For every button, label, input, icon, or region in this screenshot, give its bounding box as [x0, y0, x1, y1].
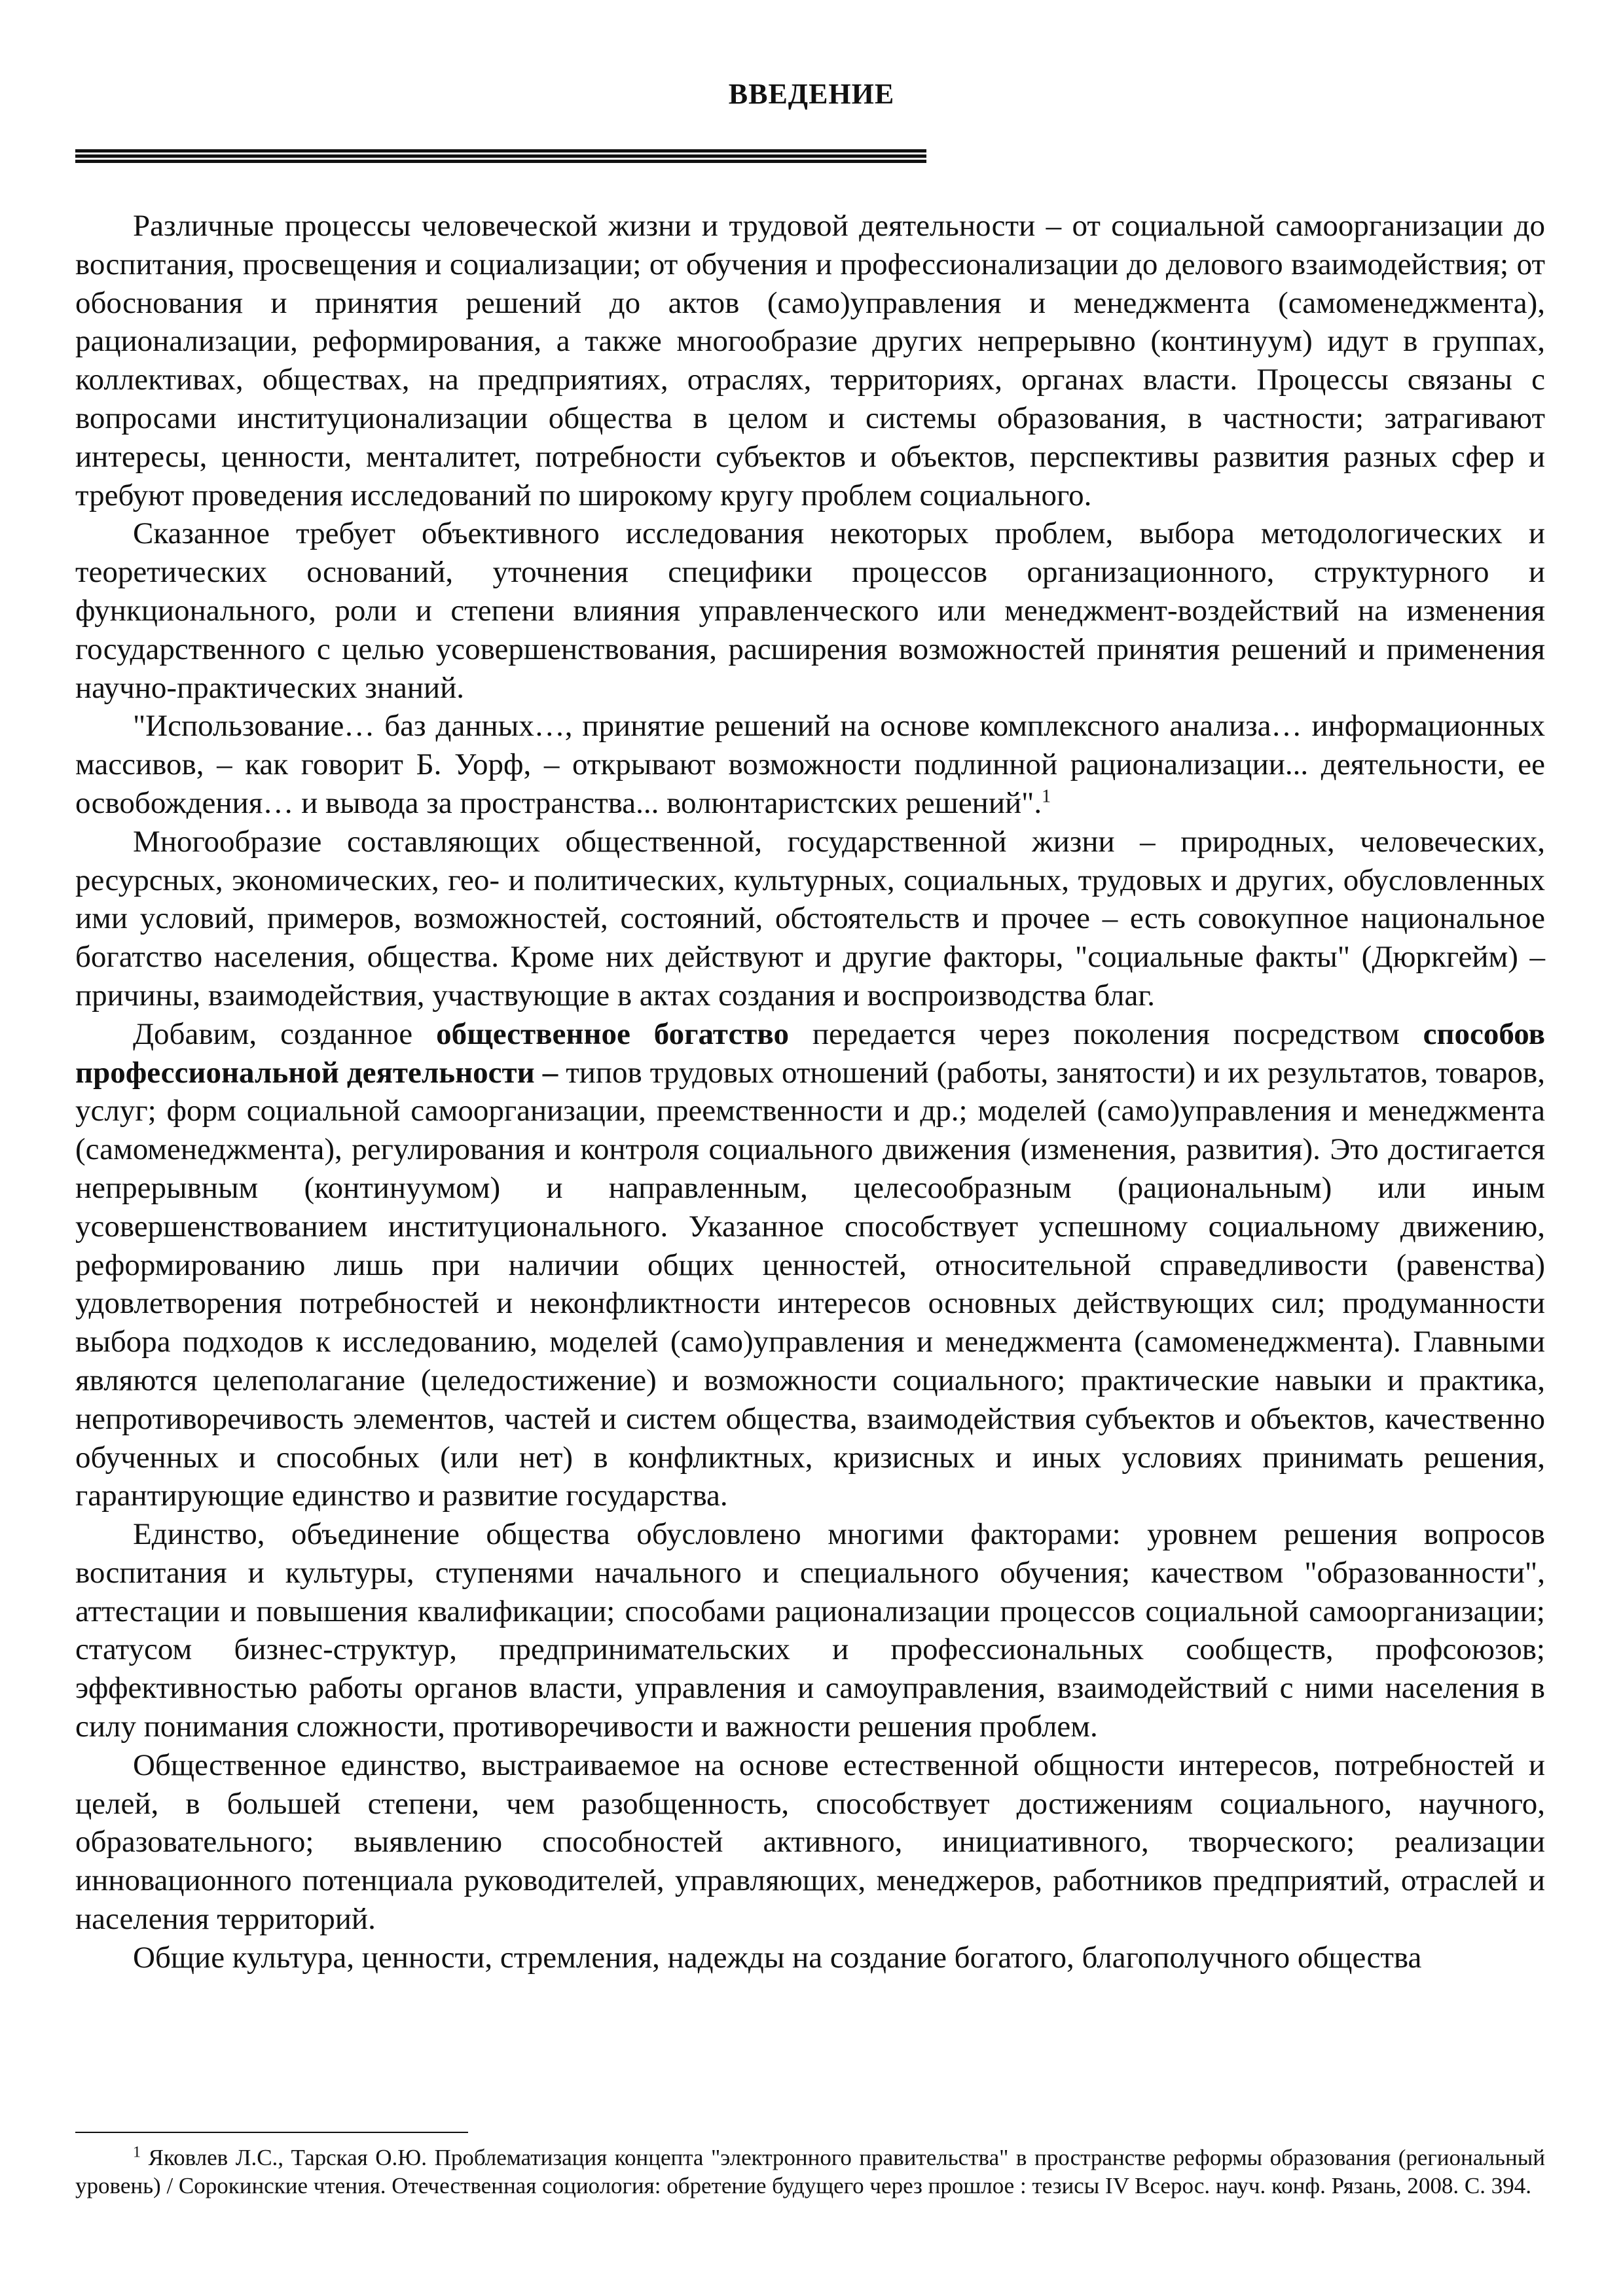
paragraph-5-text: передается через поколения посредством — [788, 1016, 1423, 1051]
bold-term-professional-activity: способов профессиональной деятельности – — [75, 1016, 1546, 1090]
paragraph-8: Общие культура, ценности, стремления, надежды на создание богатого, благополучного общества — [133, 1940, 1422, 1975]
paragraph-3 — [75, 707, 1545, 822]
paragraph-5 — [75, 1015, 1545, 1515]
paragraph-1: Различные процессы человеческой жизни и трудовой деятельности – от социальной самоорганизации до воспитания, просвещения и социализации; от обучения и профессионализации до делового взаимодействия; от обоснования и принятия решений до актов (само)управления и менеджмента (самоменеджмента), рационализации, реформирования, а также многообразие других непрерывно (континуум) идут в группах, коллективах, обществах, на предприятиях, отраслях, территориях, органах власти. Процессы связаны с вопросами институционализации общества в целом и системы образования, в частности; затрагивают интересы, ценности, менталитет, потребности субъектов и объектов, перспективы развития разных сфер и требуют проведения исследований по широкому кругу проблем социального. — [75, 209, 1545, 512]
footnote-mark: 1 — [133, 2144, 141, 2161]
page-title: ВВЕДЕНИЕ — [728, 78, 895, 110]
body-text — [75, 207, 1545, 1977]
paragraph-6: Единство, объединение общества обусловлено многими факторами: уровнем решения вопросов воспитания и культуры, ступенями начального и специального обучения; качеством "образованности", аттестации и повышения квалификации; способами рационализации процессов социальной самоорганизации; статусом бизнес-структур, предпринимательских и профессиональных сообществ, профсоюзов; эффективностью работы органов власти, управления и самоуправления, взаимодействий с ними населения в силу понимания сложности, противоречивости и важности решения проблем. — [75, 1517, 1545, 1744]
footnote-reference[interactable]: 1 — [1042, 786, 1051, 807]
paragraph-5-text: Добавим, созданное — [133, 1016, 437, 1051]
paragraph-2: Сказанное требует объективного исследования некоторых проблем, выбора методологических и теоретических оснований, уточнения специфики процессов организационного, структурного и функционального, роли и степени влияния управленческого или менеджмент-воздействий на изменения государственного с целью усовершенствования, расширения возможностей принятия решений и применения научно-практических знаний. — [75, 516, 1545, 705]
paragraph-4: Многообразие составляющих общественной, государственной жизни – природных, человеческих, ресурсных, экономических, гео- и политических, культурных, социальных, трудовых и других, обусловленных ими условий, примеров, возможностей, состояний, обстоятельств и прочее – есть совокупное национальное богатство населения, общества. Кроме них действуют и другие факторы, "социальные факты" (Дюркгейм) – причины, взаимодействия, участвующие в актах создания и воспроизводства благ. — [75, 824, 1545, 1013]
footnote-divider — [75, 2132, 468, 2133]
title-rule — [75, 149, 926, 163]
paragraph-5-text: типов трудовых отношений (работы, занятости) и их результатов, товаров, услуг; форм социальной самоорганизации, преемственности и др.; моделей (само)управления и менеджмента (самоменеджмента), регулирования и контроля социального движения (изменения, развития). Это достигается непрерывным (континуумом) и направленным, целесообразным (рациональным) или иным усовершенствованием институционального. Указанное способствует успешному социальному движению, реформированию лишь при наличии общих ценностей, относительной справедливости (равенства) удовлетворения потребностей и неконфликтности интересов основных действующих сил; продуманности выбора подходов к исследованию, моделей (само)управления и менеджмента (самоменеджмента). Главными являются целеполагание (целедостижение) и возможности социального; практические навыки и практика, непротиворечивость элементов, частей и систем общества, взаимодействия субъектов и объектов, качественно обученных и способных (или нет) в конфликтных, кризисных и иных условиях принимать решения, гарантирующие единство и развитие государства. — [75, 1055, 1545, 1513]
quote-text: "Использование… баз данных…, принятие решений на основе комплексного анализа… информационных массивов, – как говорит Б. Уорф, – открывают возможности подлинной рационализации... деятельности, ее освобождения… и вывода за пространства... волюнтаристских решений". — [75, 709, 1545, 820]
bold-term-public-wealth: общественное богатство — [436, 1016, 789, 1051]
footnote-text: Яковлев Л.С., Тарская О.Ю. Проблематизация концепта "электронного правительства" в пространстве реформы образования (региональный уровень) / Сорокинские чтения. Отечественная социология: обретение будущего через прошлое : тезисы IV Всерос. науч. конф. Рязань, 2008. С. 394. — [75, 2145, 1545, 2198]
paragraph-7: Общественное единство, выстраиваемое на основе естественной общности интересов, потребностей и целей, в большей степени, чем разобщенность, способствует достижениям социального, научного, образовательного; выявлению способностей активного, инициативного, творческого; реализации инновационного потенциала руководителей, управляющих, менеджеров, работников предприятий, отраслей и населения территорий. — [75, 1748, 1545, 1937]
footnote — [75, 2144, 1545, 2200]
